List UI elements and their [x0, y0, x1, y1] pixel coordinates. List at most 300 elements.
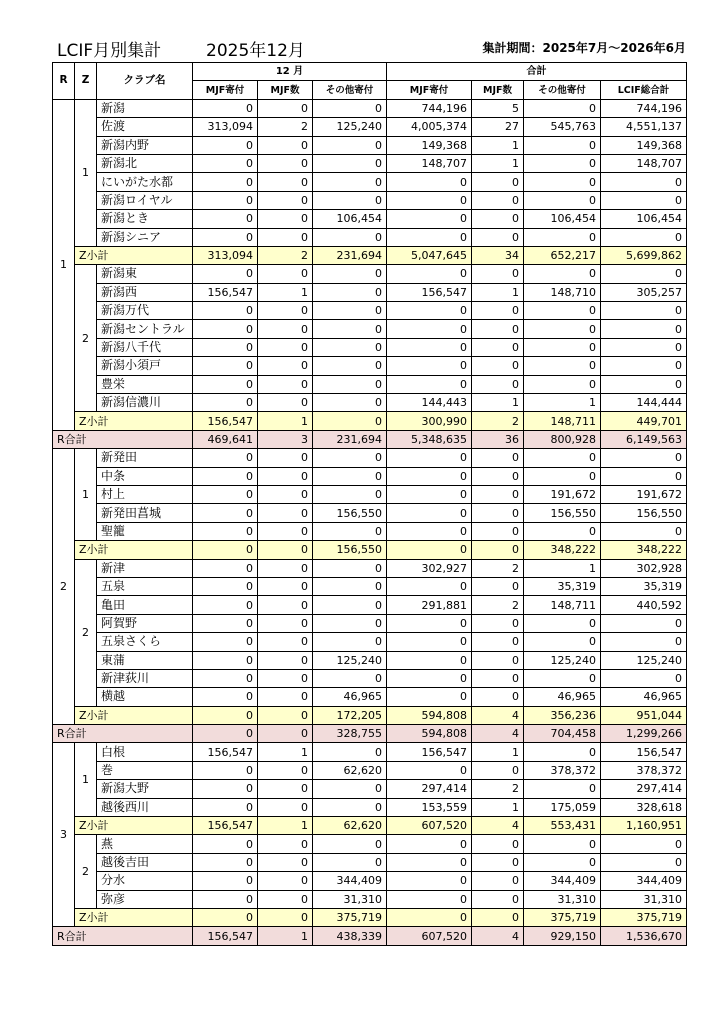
club-name: 新潟 [97, 99, 193, 117]
club-m-cnt: 2 [258, 118, 313, 136]
zone-subtotal-t-mjf: 5,047,645 [387, 246, 472, 264]
club-m-other: 0 [313, 780, 387, 798]
club-row [53, 504, 687, 522]
region-total-label: R合計 [53, 927, 193, 945]
club-row [53, 154, 687, 172]
region-total-m-other: 328,755 [313, 725, 387, 743]
club-t-mjf: 0 [387, 669, 472, 687]
club-t-mjf: 0 [387, 853, 472, 871]
club-t-mjf: 0 [387, 614, 472, 632]
club-t-other: 0 [524, 136, 601, 154]
club-t-mjf: 302,927 [387, 559, 472, 577]
zone-subtotal-m-mjf: 313,094 [193, 246, 258, 264]
col-header-z: Z [75, 63, 97, 100]
zone-subtotal-label: Z小計 [75, 817, 193, 835]
club-t-cnt: 0 [472, 688, 524, 706]
club-m-mjf: 0 [193, 302, 258, 320]
club-t-mjf: 0 [387, 173, 472, 191]
region-total-t-total: 1,299,266 [601, 725, 687, 743]
club-t-total: 0 [601, 614, 687, 632]
club-name: 燕 [97, 835, 193, 853]
zone-subtotal-t-cnt: 0 [472, 908, 524, 926]
club-t-other: 0 [524, 338, 601, 356]
zone-subtotal-t-cnt: 0 [472, 541, 524, 559]
club-t-mjf: 0 [387, 375, 472, 393]
club-name: 白根 [97, 743, 193, 761]
club-t-mjf: 0 [387, 357, 472, 375]
zone-subtotal-row [53, 908, 687, 926]
zone-subtotal-t-mjf: 607,520 [387, 817, 472, 835]
club-t-other: 0 [524, 835, 601, 853]
club-row [53, 320, 687, 338]
club-m-mjf: 0 [193, 449, 258, 467]
club-row [53, 669, 687, 687]
region-total-row [53, 927, 687, 945]
zone-subtotal-t-cnt: 4 [472, 817, 524, 835]
club-m-mjf: 0 [193, 761, 258, 779]
club-t-total: 0 [601, 173, 687, 191]
club-m-mjf: 0 [193, 173, 258, 191]
club-m-other: 0 [313, 154, 387, 172]
zone-subtotal-row [53, 246, 687, 264]
club-name: 新潟信濃川 [97, 394, 193, 412]
club-t-total: 0 [601, 357, 687, 375]
club-t-total: 378,372 [601, 761, 687, 779]
club-t-total: 149,368 [601, 136, 687, 154]
club-t-total: 302,928 [601, 559, 687, 577]
club-m-other: 0 [313, 633, 387, 651]
club-row [53, 394, 687, 412]
club-m-other: 0 [313, 136, 387, 154]
col-header-month-count: MJF数 [258, 81, 313, 99]
club-t-other: 0 [524, 375, 601, 393]
club-t-mjf: 0 [387, 872, 472, 890]
club-name: 巻 [97, 761, 193, 779]
club-t-cnt: 27 [472, 118, 524, 136]
club-t-other: 378,372 [524, 761, 601, 779]
club-m-other: 0 [313, 265, 387, 283]
club-row [53, 651, 687, 669]
region-total-row [53, 430, 687, 448]
club-m-other: 0 [313, 853, 387, 871]
club-name: 佐渡 [97, 118, 193, 136]
club-m-cnt: 0 [258, 191, 313, 209]
club-t-cnt: 1 [472, 798, 524, 816]
zone-subtotal-t-mjf: 594,808 [387, 706, 472, 724]
region-total-t-total: 1,536,670 [601, 927, 687, 945]
zone-subtotal-t-mjf: 0 [387, 541, 472, 559]
club-t-other: 0 [524, 467, 601, 485]
club-t-cnt: 0 [472, 669, 524, 687]
club-row [53, 449, 687, 467]
club-name: 新潟シニア [97, 228, 193, 246]
club-t-other: 31,310 [524, 890, 601, 908]
club-m-mjf: 0 [193, 504, 258, 522]
club-t-mjf: 0 [387, 633, 472, 651]
zone-subtotal-m-cnt: 0 [258, 541, 313, 559]
club-t-other: 0 [524, 780, 601, 798]
club-m-mjf: 156,547 [193, 283, 258, 301]
club-m-cnt: 0 [258, 633, 313, 651]
club-t-other: 0 [524, 633, 601, 651]
club-row [53, 191, 687, 209]
club-m-other: 0 [313, 522, 387, 540]
club-t-other: 106,454 [524, 210, 601, 228]
club-m-mjf: 0 [193, 265, 258, 283]
club-m-cnt: 0 [258, 485, 313, 503]
club-name: 豊栄 [97, 375, 193, 393]
club-row [53, 283, 687, 301]
zone-subtotal-m-mjf: 0 [193, 908, 258, 926]
club-m-other: 344,409 [313, 872, 387, 890]
club-m-cnt: 0 [258, 890, 313, 908]
club-row [53, 835, 687, 853]
club-name: 村上 [97, 485, 193, 503]
club-row [53, 136, 687, 154]
club-m-mjf: 0 [193, 890, 258, 908]
club-m-other: 0 [313, 743, 387, 761]
club-t-mjf: 153,559 [387, 798, 472, 816]
club-m-cnt: 0 [258, 577, 313, 595]
club-m-cnt: 0 [258, 320, 313, 338]
zone-subtotal-m-cnt: 0 [258, 706, 313, 724]
club-t-total: 328,618 [601, 798, 687, 816]
club-m-other: 0 [313, 173, 387, 191]
club-t-total: 344,409 [601, 872, 687, 890]
club-t-other: 344,409 [524, 872, 601, 890]
club-t-total: 125,240 [601, 651, 687, 669]
club-m-mjf: 0 [193, 522, 258, 540]
zone-subtotal-t-total: 375,719 [601, 908, 687, 926]
club-m-other: 0 [313, 394, 387, 412]
club-m-cnt: 0 [258, 338, 313, 356]
club-name: 新潟大野 [97, 780, 193, 798]
club-m-cnt: 0 [258, 375, 313, 393]
club-t-mjf: 148,707 [387, 154, 472, 172]
club-row [53, 228, 687, 246]
club-t-cnt: 2 [472, 780, 524, 798]
club-t-other: 0 [524, 173, 601, 191]
club-m-cnt: 0 [258, 449, 313, 467]
club-t-cnt: 0 [472, 872, 524, 890]
club-t-cnt: 0 [472, 173, 524, 191]
club-t-other: 191,672 [524, 485, 601, 503]
report-body [53, 99, 687, 945]
club-row [53, 798, 687, 816]
club-m-other: 0 [313, 596, 387, 614]
report-title: LCIF月別集計 [57, 41, 162, 61]
club-t-total: 0 [601, 669, 687, 687]
club-t-total: 156,550 [601, 504, 687, 522]
club-m-other: 125,240 [313, 651, 387, 669]
club-t-cnt: 1 [472, 743, 524, 761]
club-t-cnt: 0 [472, 302, 524, 320]
club-row [53, 853, 687, 871]
club-m-other: 0 [313, 191, 387, 209]
zone-subtotal-t-other: 356,236 [524, 706, 601, 724]
club-m-cnt: 0 [258, 688, 313, 706]
club-t-mjf: 0 [387, 577, 472, 595]
zone-subtotal-label: Z小計 [75, 908, 193, 926]
zone-subtotal-row [53, 706, 687, 724]
club-t-other: 0 [524, 154, 601, 172]
region-total-m-mjf: 156,547 [193, 927, 258, 945]
club-t-total: 0 [601, 320, 687, 338]
club-m-cnt: 0 [258, 853, 313, 871]
club-t-other: 0 [524, 449, 601, 467]
zone-subtotal-t-other: 348,222 [524, 541, 601, 559]
club-row [53, 338, 687, 356]
club-m-other: 62,620 [313, 761, 387, 779]
club-m-cnt: 0 [258, 651, 313, 669]
club-m-other: 31,310 [313, 890, 387, 908]
region-total-t-cnt: 36 [472, 430, 524, 448]
col-header-total-mjf: MJF寄付 [387, 81, 472, 99]
col-group-total: 合計 [387, 63, 687, 81]
club-name: 新潟東 [97, 265, 193, 283]
region-total-t-other: 800,928 [524, 430, 601, 448]
region-total-t-total: 6,149,563 [601, 430, 687, 448]
col-header-total-count: MJF数 [472, 81, 524, 99]
zone-subtotal-m-other: 375,719 [313, 908, 387, 926]
zone-subtotal-t-cnt: 4 [472, 706, 524, 724]
zone-subtotal-m-cnt: 0 [258, 908, 313, 926]
club-name: 聖籠 [97, 522, 193, 540]
club-m-cnt: 0 [258, 302, 313, 320]
zone-subtotal-row [53, 412, 687, 430]
lcif-summary-table [52, 62, 687, 946]
club-t-total: 4,551,137 [601, 118, 687, 136]
club-m-other: 125,240 [313, 118, 387, 136]
club-row [53, 890, 687, 908]
club-t-other: 0 [524, 522, 601, 540]
club-m-other: 0 [313, 669, 387, 687]
region-total-t-mjf: 594,808 [387, 725, 472, 743]
club-t-other: 0 [524, 191, 601, 209]
club-t-cnt: 0 [472, 761, 524, 779]
club-m-cnt: 0 [258, 522, 313, 540]
zone-number: 1 [75, 99, 97, 246]
club-m-cnt: 0 [258, 173, 313, 191]
club-m-cnt: 1 [258, 283, 313, 301]
club-m-mjf: 0 [193, 485, 258, 503]
club-t-total: 191,672 [601, 485, 687, 503]
club-m-mjf: 0 [193, 375, 258, 393]
club-m-cnt: 0 [258, 872, 313, 890]
club-t-total: 35,319 [601, 577, 687, 595]
region-total-label: R合計 [53, 430, 193, 448]
club-t-total: 0 [601, 375, 687, 393]
club-name: 中条 [97, 467, 193, 485]
club-row [53, 210, 687, 228]
club-t-cnt: 0 [472, 449, 524, 467]
region-total-m-mjf: 469,641 [193, 430, 258, 448]
club-t-mjf: 0 [387, 835, 472, 853]
club-m-cnt: 0 [258, 467, 313, 485]
club-m-other: 0 [313, 835, 387, 853]
col-header-month-other: その他寄付 [313, 81, 387, 99]
club-t-mjf: 0 [387, 467, 472, 485]
club-m-mjf: 0 [193, 596, 258, 614]
club-t-cnt: 0 [472, 577, 524, 595]
club-row [53, 357, 687, 375]
club-m-mjf: 0 [193, 614, 258, 632]
region-total-m-cnt: 0 [258, 725, 313, 743]
zone-subtotal-m-mjf: 0 [193, 541, 258, 559]
club-t-cnt: 0 [472, 890, 524, 908]
club-m-mjf: 0 [193, 154, 258, 172]
zone-number: 2 [75, 265, 97, 412]
zone-subtotal-t-mjf: 300,990 [387, 412, 472, 430]
club-t-total: 0 [601, 835, 687, 853]
club-t-cnt: 0 [472, 228, 524, 246]
club-t-mjf: 0 [387, 449, 472, 467]
club-m-mjf: 0 [193, 191, 258, 209]
club-name: 五泉 [97, 577, 193, 595]
zone-subtotal-t-other: 652,217 [524, 246, 601, 264]
club-m-mjf: 0 [193, 394, 258, 412]
region-total-t-other: 929,150 [524, 927, 601, 945]
club-row [53, 559, 687, 577]
club-m-mjf: 0 [193, 651, 258, 669]
club-t-mjf: 0 [387, 504, 472, 522]
club-t-total: 0 [601, 522, 687, 540]
club-row [53, 743, 687, 761]
club-t-total: 440,592 [601, 596, 687, 614]
zone-subtotal-m-mjf: 0 [193, 706, 258, 724]
club-t-mjf: 149,368 [387, 136, 472, 154]
region-number: 3 [53, 743, 75, 927]
club-m-other: 0 [313, 99, 387, 117]
club-t-total: 0 [601, 449, 687, 467]
club-t-mjf: 0 [387, 651, 472, 669]
club-t-mjf: 744,196 [387, 99, 472, 117]
club-name: にいがた水都 [97, 173, 193, 191]
club-row [53, 761, 687, 779]
club-t-mjf: 156,547 [387, 743, 472, 761]
club-m-mjf: 0 [193, 338, 258, 356]
club-t-cnt: 0 [472, 320, 524, 338]
report-period: 集計期間：2025年7月～2026年6月 [482, 41, 686, 55]
region-total-label: R合計 [53, 725, 193, 743]
zone-number: 2 [75, 835, 97, 909]
club-m-mjf: 156,547 [193, 743, 258, 761]
club-m-cnt: 0 [258, 265, 313, 283]
club-t-cnt: 0 [472, 191, 524, 209]
club-m-other: 0 [313, 357, 387, 375]
zone-subtotal-label: Z小計 [75, 246, 193, 264]
club-t-mjf: 144,443 [387, 394, 472, 412]
club-row [53, 99, 687, 117]
club-m-other: 0 [313, 614, 387, 632]
club-m-other: 0 [313, 228, 387, 246]
club-name: 新潟とき [97, 210, 193, 228]
club-name: 新潟万代 [97, 302, 193, 320]
club-t-other: 0 [524, 853, 601, 871]
zone-subtotal-t-cnt: 34 [472, 246, 524, 264]
club-m-mjf: 0 [193, 228, 258, 246]
club-t-other: 175,059 [524, 798, 601, 816]
club-name: 横越 [97, 688, 193, 706]
club-row [53, 375, 687, 393]
club-t-other: 0 [524, 357, 601, 375]
club-m-cnt: 0 [258, 504, 313, 522]
zone-subtotal-t-mjf: 0 [387, 908, 472, 926]
club-m-mjf: 0 [193, 853, 258, 871]
club-row [53, 467, 687, 485]
club-t-other: 0 [524, 99, 601, 117]
club-t-cnt: 1 [472, 394, 524, 412]
club-name: 新潟西 [97, 283, 193, 301]
club-t-cnt: 1 [472, 136, 524, 154]
club-t-other: 148,710 [524, 283, 601, 301]
club-m-cnt: 0 [258, 596, 313, 614]
club-t-mjf: 0 [387, 890, 472, 908]
club-name: 越後西川 [97, 798, 193, 816]
club-m-cnt: 0 [258, 614, 313, 632]
club-name: 新潟小須戸 [97, 357, 193, 375]
club-m-other: 0 [313, 485, 387, 503]
club-t-cnt: 0 [472, 835, 524, 853]
zone-subtotal-label: Z小計 [75, 412, 193, 430]
region-total-t-other: 704,458 [524, 725, 601, 743]
club-name: 弥彦 [97, 890, 193, 908]
club-m-mjf: 0 [193, 688, 258, 706]
zone-subtotal-m-cnt: 1 [258, 412, 313, 430]
club-name: 新潟北 [97, 154, 193, 172]
zone-subtotal-m-mjf: 156,547 [193, 412, 258, 430]
club-m-cnt: 0 [258, 154, 313, 172]
club-row [53, 780, 687, 798]
club-t-cnt: 0 [472, 265, 524, 283]
club-t-cnt: 0 [472, 614, 524, 632]
club-m-cnt: 0 [258, 228, 313, 246]
club-row [53, 614, 687, 632]
club-t-total: 0 [601, 853, 687, 871]
club-row [53, 485, 687, 503]
club-t-cnt: 0 [472, 467, 524, 485]
club-t-total: 0 [601, 228, 687, 246]
club-m-mjf: 0 [193, 577, 258, 595]
club-m-mjf: 0 [193, 835, 258, 853]
club-m-cnt: 0 [258, 210, 313, 228]
club-m-mjf: 0 [193, 669, 258, 687]
club-t-other: 125,240 [524, 651, 601, 669]
club-t-mjf: 0 [387, 688, 472, 706]
col-header-total-other: その他寄付 [524, 81, 601, 99]
zone-subtotal-m-other: 231,694 [313, 246, 387, 264]
club-m-cnt: 0 [258, 780, 313, 798]
club-name: 阿賀野 [97, 614, 193, 632]
club-t-total: 0 [601, 338, 687, 356]
club-m-mjf: 0 [193, 559, 258, 577]
club-m-cnt: 0 [258, 357, 313, 375]
club-t-other: 1 [524, 394, 601, 412]
zone-subtotal-m-cnt: 1 [258, 817, 313, 835]
club-m-mjf: 0 [193, 798, 258, 816]
club-row [53, 173, 687, 191]
club-t-other: 0 [524, 228, 601, 246]
zone-subtotal-m-other: 0 [313, 412, 387, 430]
region-total-m-other: 231,694 [313, 430, 387, 448]
club-m-other: 0 [313, 577, 387, 595]
zone-number: 1 [75, 449, 97, 541]
club-name: 越後吉田 [97, 853, 193, 871]
club-name: 東蒲 [97, 651, 193, 669]
club-name: 新発田菖城 [97, 504, 193, 522]
club-row [53, 265, 687, 283]
club-m-cnt: 0 [258, 136, 313, 154]
